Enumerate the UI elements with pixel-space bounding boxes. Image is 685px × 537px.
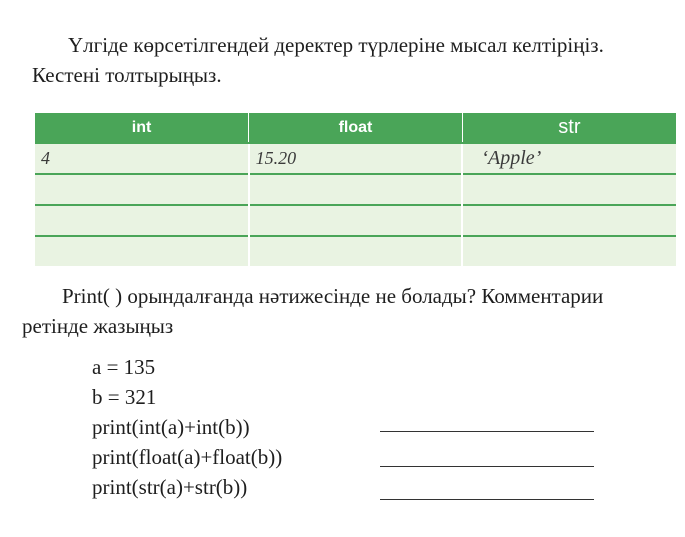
header-float: float <box>249 113 463 143</box>
table-cell[interactable] <box>35 236 249 266</box>
table-header-row <box>35 113 676 143</box>
code-line-b: b = 321 <box>92 385 157 409</box>
cell-str-example: ‘Apple’ <box>462 143 676 174</box>
table-row <box>35 236 676 266</box>
table-cell[interactable] <box>35 174 249 205</box>
data-types-table <box>35 113 676 266</box>
table-row <box>35 205 676 236</box>
header-str: str <box>462 113 676 143</box>
answer-blank-str[interactable] <box>380 499 594 500</box>
table-cell[interactable] <box>462 205 676 236</box>
table-cell[interactable] <box>249 174 463 205</box>
table-cell[interactable] <box>35 205 249 236</box>
header-int: int <box>35 113 249 143</box>
answer-blank-float[interactable] <box>380 466 594 467</box>
table-cell[interactable] <box>249 236 463 266</box>
table-row <box>35 174 676 205</box>
exercise-2-instruction: Print( ) орындалғанда нәтижесінде не болады? Комментарии ретінде жазыңыз <box>22 284 604 338</box>
cell-float-example: 15.20 <box>249 143 463 174</box>
exercise-1-instruction: Үлгіде көрсетілгендей деректер түрлеріне мысал келтіріңіз. Кестені толтырыңыз. <box>32 33 604 87</box>
code-listing <box>92 352 282 502</box>
answer-blank-int[interactable] <box>380 431 594 432</box>
table-cell[interactable] <box>462 236 676 266</box>
code-line-print-str: print(str(a)+str(b)) <box>92 475 248 499</box>
code-line-a: a = 135 <box>92 355 156 379</box>
code-line-print-int: print(int(a)+int(b)) <box>92 415 250 439</box>
table-row <box>35 143 676 174</box>
code-line-print-float: print(float(a)+float(b)) <box>92 445 283 469</box>
table-cell[interactable] <box>249 205 463 236</box>
table-cell[interactable] <box>462 174 676 205</box>
cell-int-example: 4 <box>35 143 249 174</box>
